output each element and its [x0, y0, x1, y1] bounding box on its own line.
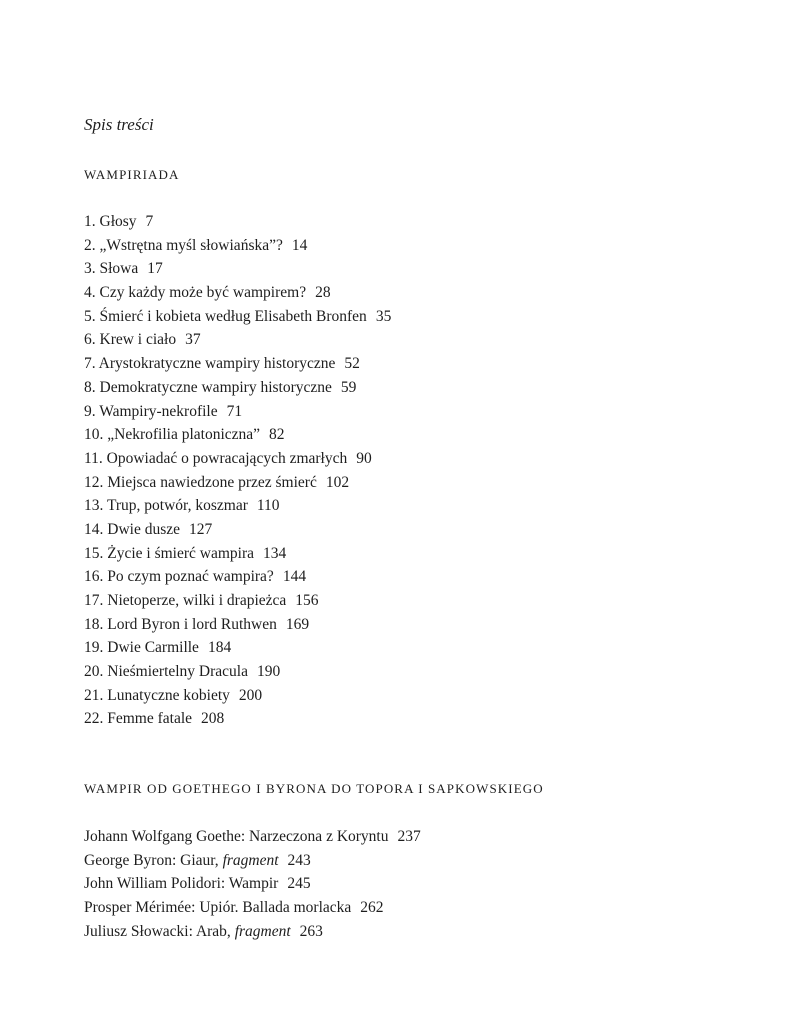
toc-entry	[84, 684, 391, 708]
toc-title: Spis treści	[84, 115, 154, 134]
entry-page-number: 169	[285, 615, 310, 633]
entry-page-number: 37	[185, 331, 201, 349]
entry-page-number: 28	[315, 284, 331, 302]
entry-title: Johann Wolfgang Goethe: Narzeczona z Koryntu	[84, 828, 389, 845]
entry-page-number: 243	[287, 851, 311, 869]
entry-page-number: 7	[145, 213, 154, 230]
entry-page-number: 127	[189, 520, 213, 538]
entry-page-number: 17	[147, 260, 163, 278]
entry-title: 13. Trup, potwór, koszmar	[84, 497, 248, 515]
toc-entry	[84, 660, 391, 684]
toc-entry	[84, 825, 421, 849]
entry-title-suffix: fragment	[234, 922, 291, 940]
toc-entry	[84, 471, 391, 495]
entry-page-number: 262	[360, 899, 384, 917]
section-heading-anthology: WAMPIR OD GOETHEGO I BYRONA DO TOPORA I SAPKOWSKIEGO	[84, 781, 544, 796]
entry-title: 10. „Nekrofilia platoniczna”	[84, 426, 261, 444]
entry-title: 2. „Wstrętna myśl słowiańska”?	[84, 236, 283, 254]
entry-title: John William Polidori: Wampir	[84, 875, 279, 893]
toc-entry	[84, 518, 391, 542]
toc-entry	[84, 305, 391, 329]
toc-entry	[84, 447, 391, 471]
entry-page-number: 245	[287, 875, 311, 893]
entry-title: 7. Arystokratyczne wampiry historyczne	[84, 355, 336, 373]
entry-title: Prosper Mérimée: Upiór. Ballada morlacka	[84, 899, 352, 917]
section2-entry-list	[84, 825, 421, 943]
entry-title: 9. Wampiry-nekrofile	[84, 402, 218, 420]
entry-title: 18. Lord Byron i lord Ruthwen	[84, 615, 277, 633]
toc-entry	[84, 589, 391, 613]
toc-entry	[84, 257, 391, 281]
entry-page-number: 156	[295, 592, 319, 609]
toc-entry	[84, 494, 391, 518]
entry-page-number: 208	[201, 710, 225, 728]
entry-page-number: 184	[207, 639, 232, 657]
toc-entry	[84, 352, 391, 376]
entry-page-number: 52	[344, 355, 360, 373]
entry-page-number: 200	[238, 686, 263, 704]
entry-title: 20. Nieśmiertelny Dracula	[84, 663, 248, 681]
entry-title: 6. Krew i ciało	[84, 331, 177, 349]
entry-title: 22. Femme fatale	[84, 710, 193, 728]
entry-page-number: 35	[375, 307, 392, 325]
toc-entry	[84, 376, 391, 400]
toc-entry	[84, 565, 391, 589]
entry-page-number: 134	[263, 544, 287, 562]
toc-entry	[84, 234, 391, 258]
entry-title: 15. Życie i śmierć wampira	[84, 544, 255, 562]
entry-title: 11. Opowiadać o powracających zmarłych	[84, 449, 348, 467]
toc-entry	[84, 896, 421, 920]
entry-page-number: 59	[340, 378, 357, 396]
toc-entry	[84, 328, 391, 352]
entry-page-number: 190	[256, 663, 281, 681]
entry-title: 8. Demokratyczne wampiry historyczne	[84, 378, 332, 396]
entry-page-number: 82	[269, 426, 285, 444]
section-heading-wampiriada: WAMPIRIADA	[84, 167, 180, 182]
entry-title-suffix: fragment	[222, 851, 279, 869]
entry-page-number: 110	[256, 497, 280, 515]
entry-page-number: 237	[397, 828, 421, 845]
entry-title: Juliusz Słowacki: Arab,	[84, 922, 235, 940]
entry-title: 17. Nietoperze, wilki i drapieżca	[84, 592, 287, 609]
section1-entry-list	[84, 210, 391, 731]
entry-page-number: 71	[226, 402, 243, 420]
toc-entry	[84, 707, 391, 731]
toc-entry	[84, 400, 391, 424]
entry-title: 5. Śmierć i kobieta według Elisabeth Bronfen	[84, 307, 367, 325]
entry-title: 4. Czy każdy może być wampirem?	[84, 284, 307, 302]
toc-entry	[84, 542, 391, 566]
entry-title: 14. Dwie dusze	[84, 520, 180, 538]
entry-page-number: 14	[291, 236, 308, 254]
entry-page-number: 90	[356, 449, 372, 467]
entry-page-number: 102	[325, 473, 350, 491]
toc-entry	[84, 613, 391, 637]
toc-entry	[84, 872, 421, 896]
entry-title: 16. Po czym poznać wampira?	[84, 568, 274, 586]
entry-title: 3. Słowa	[84, 260, 139, 278]
toc-entry	[84, 636, 391, 660]
entry-title: 21. Lunatyczne kobiety	[84, 686, 230, 704]
toc-entry	[84, 849, 421, 873]
entry-title: 12. Miejsca nawiedzone przez śmierć	[84, 473, 317, 491]
entry-page-number: 144	[282, 568, 307, 586]
entry-title: 1. Głosy	[84, 213, 137, 230]
toc-entry	[84, 920, 421, 944]
toc-entry	[84, 423, 391, 447]
entry-page-number: 263	[299, 922, 323, 940]
toc-entry	[84, 281, 391, 305]
entry-title: George Byron: Giaur,	[84, 851, 223, 869]
entry-title: 19. Dwie Carmille	[84, 639, 199, 657]
toc-entry	[84, 210, 391, 234]
